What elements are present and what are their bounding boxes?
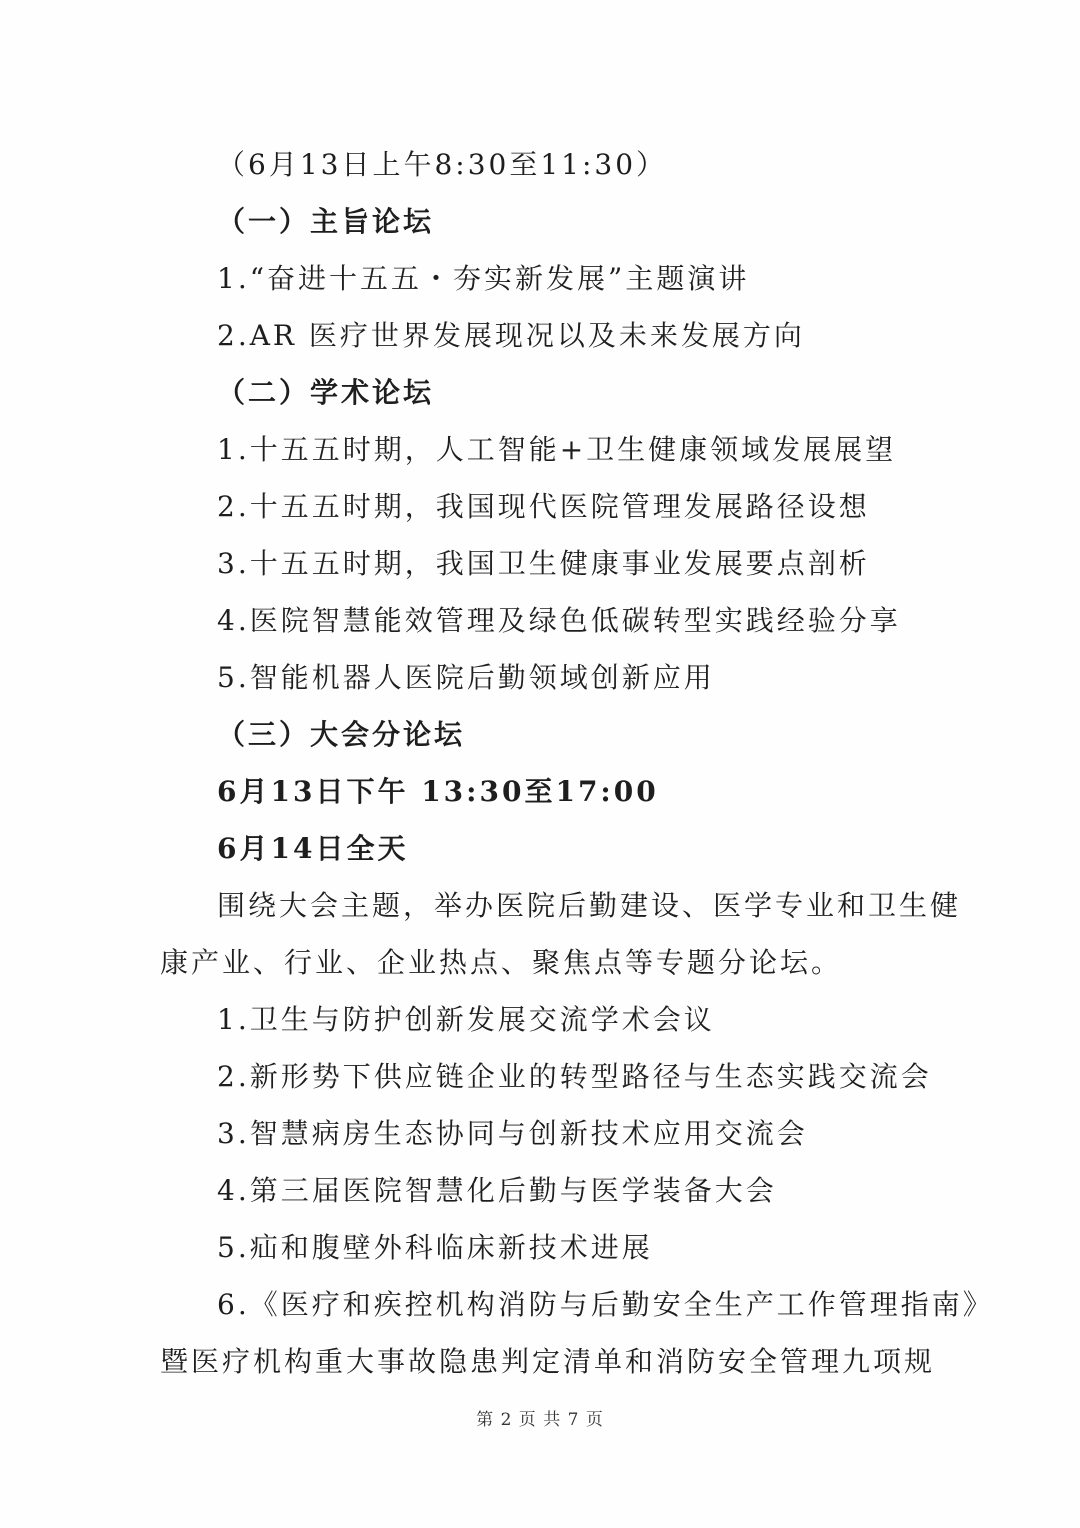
section-heading-keynote: （一）主旨论坛 [217,205,435,238]
morning-time-line: （6月13日上午8:30至11:30） [217,148,668,181]
list-item: 2.AR 医疗世界发展现况以及未来发展方向 [217,319,805,352]
list-item: 5.智能机器人医院后勤领域创新应用 [217,661,715,694]
list-item: 2.十五五时期，我国现代医院管理发展路径设想 [217,490,870,523]
list-item: 3.智慧病房生态协同与创新技术应用交流会 [217,1117,808,1150]
section-heading-subforum: （三）大会分论坛 [217,718,466,751]
list-item: 1.十五五时期，人工智能+卫生健康领域发展展望 [217,433,897,466]
section-heading-academic: （二）学术论坛 [217,376,435,409]
list-item: 2.新形势下供应链企业的转型路径与生态实践交流会 [217,1060,932,1093]
full-day-line: 6月14日全天 [217,832,409,865]
paragraph-line: 围绕大会主题，举办医院后勤建设、医学专业和卫生健 [217,889,962,922]
list-item-continuation: 暨医疗机构重大事故隐患判定清单和消防安全管理九项规 [160,1345,936,1378]
paragraph-line: 康产业、行业、企业热点、聚焦点等专题分论坛。 [160,946,843,979]
list-item: 6.《医疗和疾控机构消防与后勤安全生产工作管理指南》 [217,1288,994,1321]
list-item: 4.第三届医院智慧化后勤与医学装备大会 [217,1174,777,1207]
list-item: 4.医院智慧能效管理及绿色低碳转型实践经验分享 [217,604,901,637]
page-number-footer: 第 2 页 共 7 页 [476,1410,604,1430]
list-item: 5.疝和腹壁外科临床新技术进展 [217,1231,653,1264]
list-item: 1.卫生与防护创新发展交流学术会议 [217,1003,715,1036]
afternoon-time-line: 6月13日下午 13:30至17:00 [217,775,659,808]
list-item: 3.十五五时期，我国卫生健康事业发展要点剖析 [217,547,870,580]
list-item: 1.“奋进十五五・夯实新发展”主题演讲 [217,262,750,295]
